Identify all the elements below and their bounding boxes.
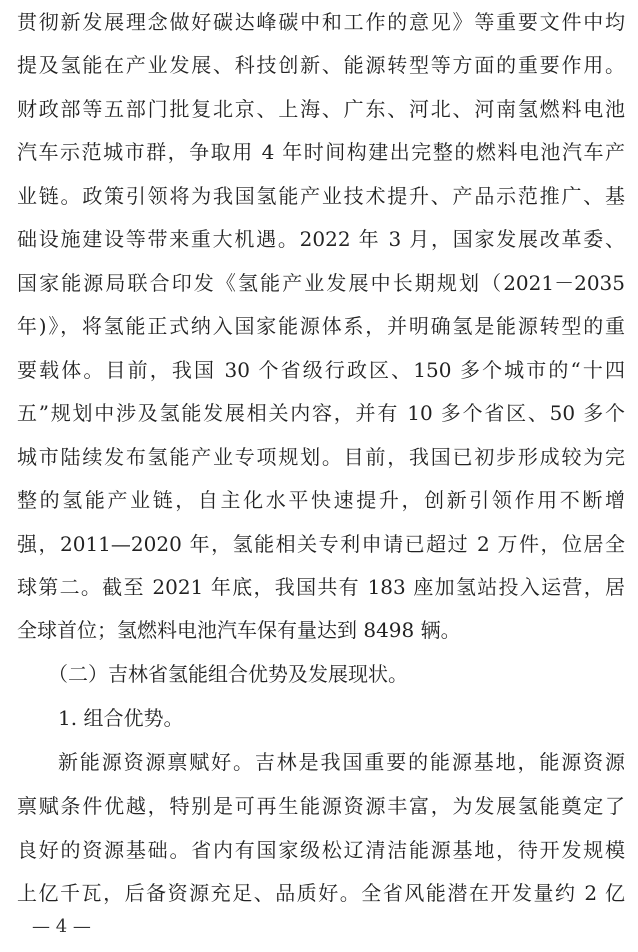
text-line: 汽车示范城市群，争取用 4 年时间构建出完整的燃料电池汽车产 [17,140,625,164]
text-line: 要载体。目前，我国 30 个省级行政区、150 多个城市的“十四 [17,358,625,382]
text-line: 财政部等五部门批复北京、上海、广东、河北、河南氢燃料电池 [17,97,625,121]
text-line: 全球首位；氢燃料电池汽车保有量达到 8498 辆。 [17,618,461,642]
text-line: 贯彻新发展理念做好碳达峰碳中和工作的意见》等重要文件中均 [17,10,625,34]
text-line: 上亿千瓦，后备资源充足、品质好。全省风能潜在开发量约 2 亿 [17,881,625,905]
text-line: 业链。政策引领将为我国氢能产业技术提升、产品示范推广、基 [17,184,625,208]
page-number: — 4 — [32,916,91,937]
text-line: 强，2011—2020 年，氢能相关专利申请已超过 2 万件，位居全 [17,532,625,556]
text-line: 整的氢能产业链，自主化水平快速提升，创新引领作用不断增 [17,488,625,512]
text-line: 良好的资源基础。省内有国家级松辽清洁能源基地，待开发规模 [17,838,625,862]
text-line: 球第二。截至 2021 年底，我国共有 183 座加氢站投入运营，居 [17,575,625,599]
text-line: 禀赋条件优越，特别是可再生能源资源丰富，为发展氢能奠定了 [17,794,625,818]
text-line: 国家能源局联合印发《氢能产业发展中长期规划（2021－2035 [17,271,625,295]
text-line: 城市陆续发布氢能产业专项规划。目前，我国已初步形成较为完 [17,445,625,469]
text-line: 五”规划中涉及氢能发展相关内容，并有 10 多个省区、50 多个 [17,401,625,425]
subsection-heading: 1. 组合优势。 [58,706,184,730]
section-heading: （二）吉林省氢能组合优势及发展现状。 [48,662,408,686]
text-line: 年)》，将氢能正式纳入国家能源体系，并明确氢是能源转型的重 [17,314,625,338]
text-line: 提及氢能在产业发展、科技创新、能源转型等方面的重要作用。 [17,53,625,77]
text-line: 础设施建设等带来重大机遇。2022 年 3 月，国家发展改革委、 [17,227,625,251]
text-line: 新能源资源禀赋好。吉林是我国重要的能源基地，能源资源 [58,750,625,774]
